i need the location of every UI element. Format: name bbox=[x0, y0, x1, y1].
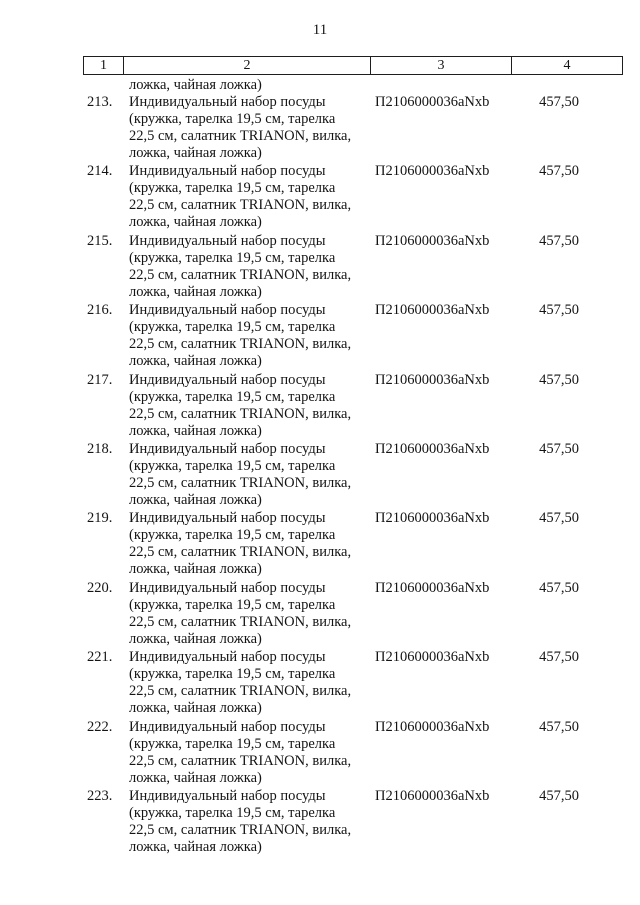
row-code: П2106000036aNxb bbox=[375, 787, 490, 804]
row-number: 219. bbox=[87, 510, 113, 527]
row-price: 457,50 bbox=[539, 163, 579, 180]
description-line: ложка, чайная ложка) bbox=[129, 630, 262, 647]
row-description bbox=[129, 372, 369, 440]
description-line: 22,5 см, салатник TRIANON, вилка, bbox=[129, 336, 352, 353]
description-line: Индивидуальный набор посуды bbox=[129, 718, 326, 735]
row-price: 457,50 bbox=[539, 371, 579, 388]
table-header bbox=[83, 56, 623, 75]
row-description bbox=[129, 233, 369, 301]
description-line: ложка, чайная ложка) bbox=[129, 422, 262, 439]
row-number: 221. bbox=[87, 649, 113, 666]
row-price: 457,50 bbox=[539, 440, 579, 457]
description-line: 22,5 см, салатник TRIANON, вилка, bbox=[129, 821, 352, 838]
table-body bbox=[83, 94, 623, 857]
description-line: (кружка, тарелка 19,5 см, тарелка bbox=[129, 111, 336, 127]
row-code: П2106000036aNxb bbox=[375, 163, 490, 180]
table-row bbox=[83, 510, 623, 579]
row-price: 457,50 bbox=[539, 510, 579, 527]
description-line: ложка, чайная ложка) bbox=[129, 353, 262, 370]
row-price: 457,50 bbox=[539, 302, 579, 319]
table-row bbox=[83, 233, 623, 302]
description-line: 22,5 см, салатник TRIANON, вилка, bbox=[129, 405, 352, 422]
description-line: Индивидуальный набор посуды bbox=[129, 649, 326, 666]
row-description bbox=[129, 163, 369, 231]
row-code: П2106000036aNxb bbox=[375, 302, 490, 319]
table-row bbox=[83, 372, 623, 441]
row-code: П2106000036aNxb bbox=[375, 371, 490, 388]
table-row bbox=[83, 649, 623, 718]
row-description bbox=[129, 94, 369, 162]
description-line: 22,5 см, салатник TRIANON, вилка, bbox=[129, 266, 352, 283]
description-line: 22,5 см, салатник TRIANON, вилка, bbox=[129, 474, 352, 491]
row-number: 220. bbox=[87, 579, 113, 596]
description-line: ложка, чайная ложка) bbox=[129, 561, 262, 578]
row-price: 457,50 bbox=[539, 787, 579, 804]
row-price: 457,50 bbox=[539, 579, 579, 596]
row-price: 457,50 bbox=[539, 649, 579, 666]
row-code: П2106000036aNxb bbox=[375, 718, 490, 735]
description-line: (кружка, тарелка 19,5 см, тарелка bbox=[129, 527, 336, 544]
row-price: 457,50 bbox=[539, 718, 579, 735]
row-number: 222. bbox=[87, 718, 113, 735]
header-col-2: 2 bbox=[123, 57, 370, 74]
row-price: 457,50 bbox=[539, 232, 579, 249]
row-number: 217. bbox=[87, 371, 113, 388]
page-number: 11 bbox=[312, 22, 328, 38]
row-code: П2106000036aNxb bbox=[375, 649, 490, 666]
description-line: ложка, чайная ложка) bbox=[129, 214, 262, 231]
description-line: (кружка, тарелка 19,5 см, тарелка bbox=[129, 666, 336, 683]
row-price: 457,50 bbox=[539, 94, 579, 110]
description-line: ложка, чайная ложка) bbox=[129, 491, 262, 508]
description-line: Индивидуальный набор посуды bbox=[129, 302, 326, 319]
row-number: 223. bbox=[87, 787, 113, 804]
continuation-line: ложка, чайная ложка) bbox=[129, 77, 262, 93]
row-code: П2106000036aNxb bbox=[375, 232, 490, 249]
row-code: П2106000036aNxb bbox=[375, 510, 490, 527]
description-line: Индивидуальный набор посуды bbox=[129, 440, 326, 457]
header-col-1: 1 bbox=[100, 58, 107, 73]
row-number: 215. bbox=[87, 232, 113, 249]
description-line: 22,5 см, салатник TRIANON, вилка, bbox=[129, 683, 352, 700]
description-line: Индивидуальный набор посуды bbox=[129, 579, 326, 596]
row-description bbox=[129, 719, 369, 787]
description-line: Индивидуальный набор посуды bbox=[129, 232, 326, 249]
description-line: 22,5 см, салатник TRIANON, вилка, bbox=[129, 544, 352, 561]
row-number: 216. bbox=[87, 302, 113, 319]
row-code: П2106000036aNxb bbox=[375, 440, 490, 457]
table-row bbox=[83, 302, 623, 371]
description-line: ложка, чайная ложка) bbox=[129, 283, 262, 300]
row-description bbox=[129, 580, 369, 648]
row-number: 218. bbox=[87, 440, 113, 457]
row-description bbox=[129, 788, 369, 856]
header-col-4: 4 bbox=[511, 57, 622, 74]
description-line: (кружка, тарелка 19,5 см, тарелка bbox=[129, 388, 336, 405]
header-col-3: 3 bbox=[370, 57, 511, 74]
description-line: (кружка, тарелка 19,5 см, тарелка bbox=[129, 249, 336, 266]
description-line: (кружка, тарелка 19,5 см, тарелка bbox=[129, 804, 336, 821]
description-line: 22,5 см, салатник TRIANON, вилка, bbox=[129, 197, 352, 214]
table-row bbox=[83, 441, 623, 510]
description-line: Индивидуальный набор посуды bbox=[129, 94, 326, 110]
description-line: (кружка, тарелка 19,5 см, тарелка bbox=[129, 319, 336, 336]
description-line: Индивидуальный набор посуды bbox=[129, 510, 326, 527]
row-number: 213. bbox=[87, 94, 113, 110]
table-row bbox=[83, 788, 623, 857]
description-line: (кружка, тарелка 19,5 см, тарелка bbox=[129, 180, 336, 197]
table-row bbox=[83, 580, 623, 649]
table-row bbox=[83, 94, 623, 163]
description-line: ложка, чайная ложка) bbox=[129, 700, 262, 717]
table-row bbox=[83, 163, 623, 232]
row-description bbox=[129, 302, 369, 370]
table-row bbox=[83, 719, 623, 788]
row-description bbox=[129, 510, 369, 578]
description-line: (кружка, тарелка 19,5 см, тарелка bbox=[129, 457, 336, 474]
row-description bbox=[129, 649, 369, 717]
description-line: 22,5 см, салатник TRIANON, вилка, bbox=[129, 752, 352, 769]
description-line: Индивидуальный набор посуды bbox=[129, 787, 326, 804]
row-description bbox=[129, 441, 369, 509]
row-number: 214. bbox=[87, 163, 113, 180]
description-line: Индивидуальный набор посуды bbox=[129, 371, 326, 388]
description-line: 22,5 см, салатник TRIANON, вилка, bbox=[129, 613, 352, 630]
row-code: П2106000036aNxb bbox=[375, 94, 490, 110]
description-line: ложка, чайная ложка) bbox=[129, 769, 262, 786]
row-code: П2106000036aNxb bbox=[375, 579, 490, 596]
description-line: Индивидуальный набор посуды bbox=[129, 163, 326, 180]
description-line: (кружка, тарелка 19,5 см, тарелка bbox=[129, 596, 336, 613]
description-line: ложка, чайная ложка) bbox=[129, 145, 262, 161]
description-line: ложка, чайная ложка) bbox=[129, 838, 262, 855]
description-line: (кружка, тарелка 19,5 см, тарелка bbox=[129, 735, 336, 752]
description-line: 22,5 см, салатник TRIANON, вилка, bbox=[129, 128, 352, 144]
